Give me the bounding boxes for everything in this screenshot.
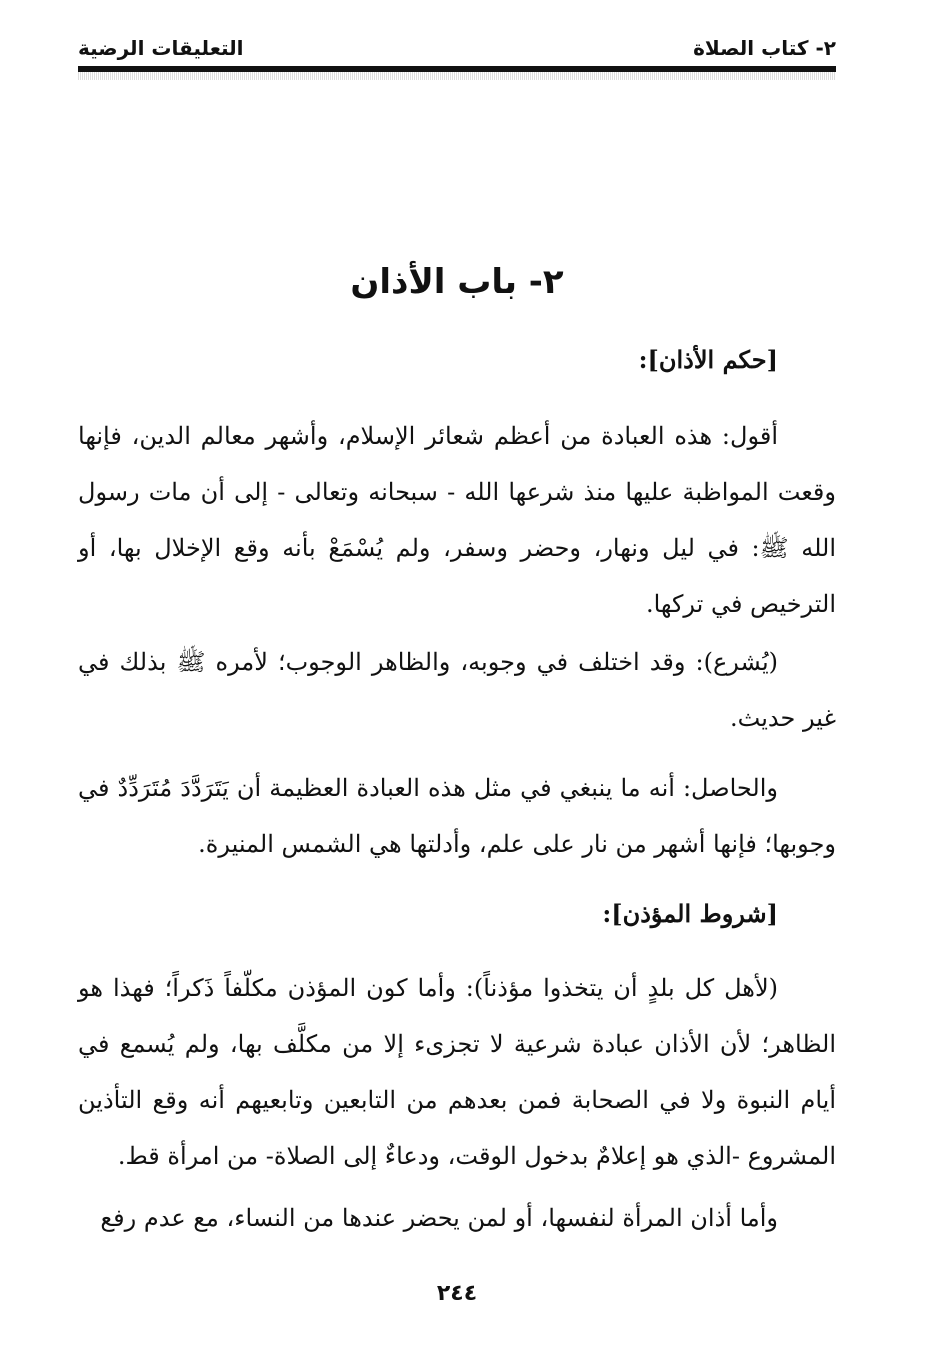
running-header <box>78 34 836 64</box>
paragraph-1: أقول: هذه العبادة من أعظم شعائر الإسلام، وأشهر معالم الدين، فإنها وقعت المواظبة عليها منذ شرعها الله - سبحانه وتعالى - إلى أن مات رسول الله ﷺ: في ليل ونهار، وحضر وسفر، ولم يُسْمَعْ بأنه وقع الإخلال بها، أو الترخيص في تركها. <box>78 422 836 618</box>
section-heading-conditions: [شروط المؤذن]: <box>602 899 778 928</box>
section-heading-ruling: [حكم الأذان]: <box>638 345 778 374</box>
page-number: ٢٤٤ <box>436 1281 478 1306</box>
paragraph-5: وأما أذان المرأة لنفسها، أو لمن يحضر عندها من النساء، مع عدم رفع <box>100 1204 778 1232</box>
chapter-title: ٢- باب الأذان <box>350 262 564 302</box>
paragraph-2: (يُشرع): وقد اختلف في وجوبه، والظاهر الوجوب؛ لأمره ﷺ بذلك في غير حديث. <box>78 648 836 732</box>
header-chapter-title: ٢- كتاب الصلاة <box>693 36 836 60</box>
paragraph-3: والحاصل: أنه ما ينبغي في مثل هذه العبادة العظيمة أن يَتَرَدَّدَ مُتَرَدِّدٌ في وجوبها؛ فإنها أشهر من نار على علم، وأدلتها هي الشمس المنيرة. <box>78 774 836 858</box>
header-book-title: التعليقات الرضية <box>78 36 244 60</box>
header-rule-shadow <box>78 72 836 80</box>
paragraph-4: (لأهل كل بلدٍ أن يتخذوا مؤذناً): وأما كون المؤذن مكلّفاً ذَكراً؛ فهذا هو الظاهر؛ لأن الأذان عبادة شرعية لا تجزىء إلا من مكلَّف بها، ولم يُسمع في أيام النبوة ولا في الصحابة فمن بعدهم من التابعين وتابعيهم أنه وقع التأذين المشروع -الذي هو إعلامٌ بدخول الوقت، ودعاءٌ إلى الصلاة- من امرأة قط. <box>78 974 836 1170</box>
